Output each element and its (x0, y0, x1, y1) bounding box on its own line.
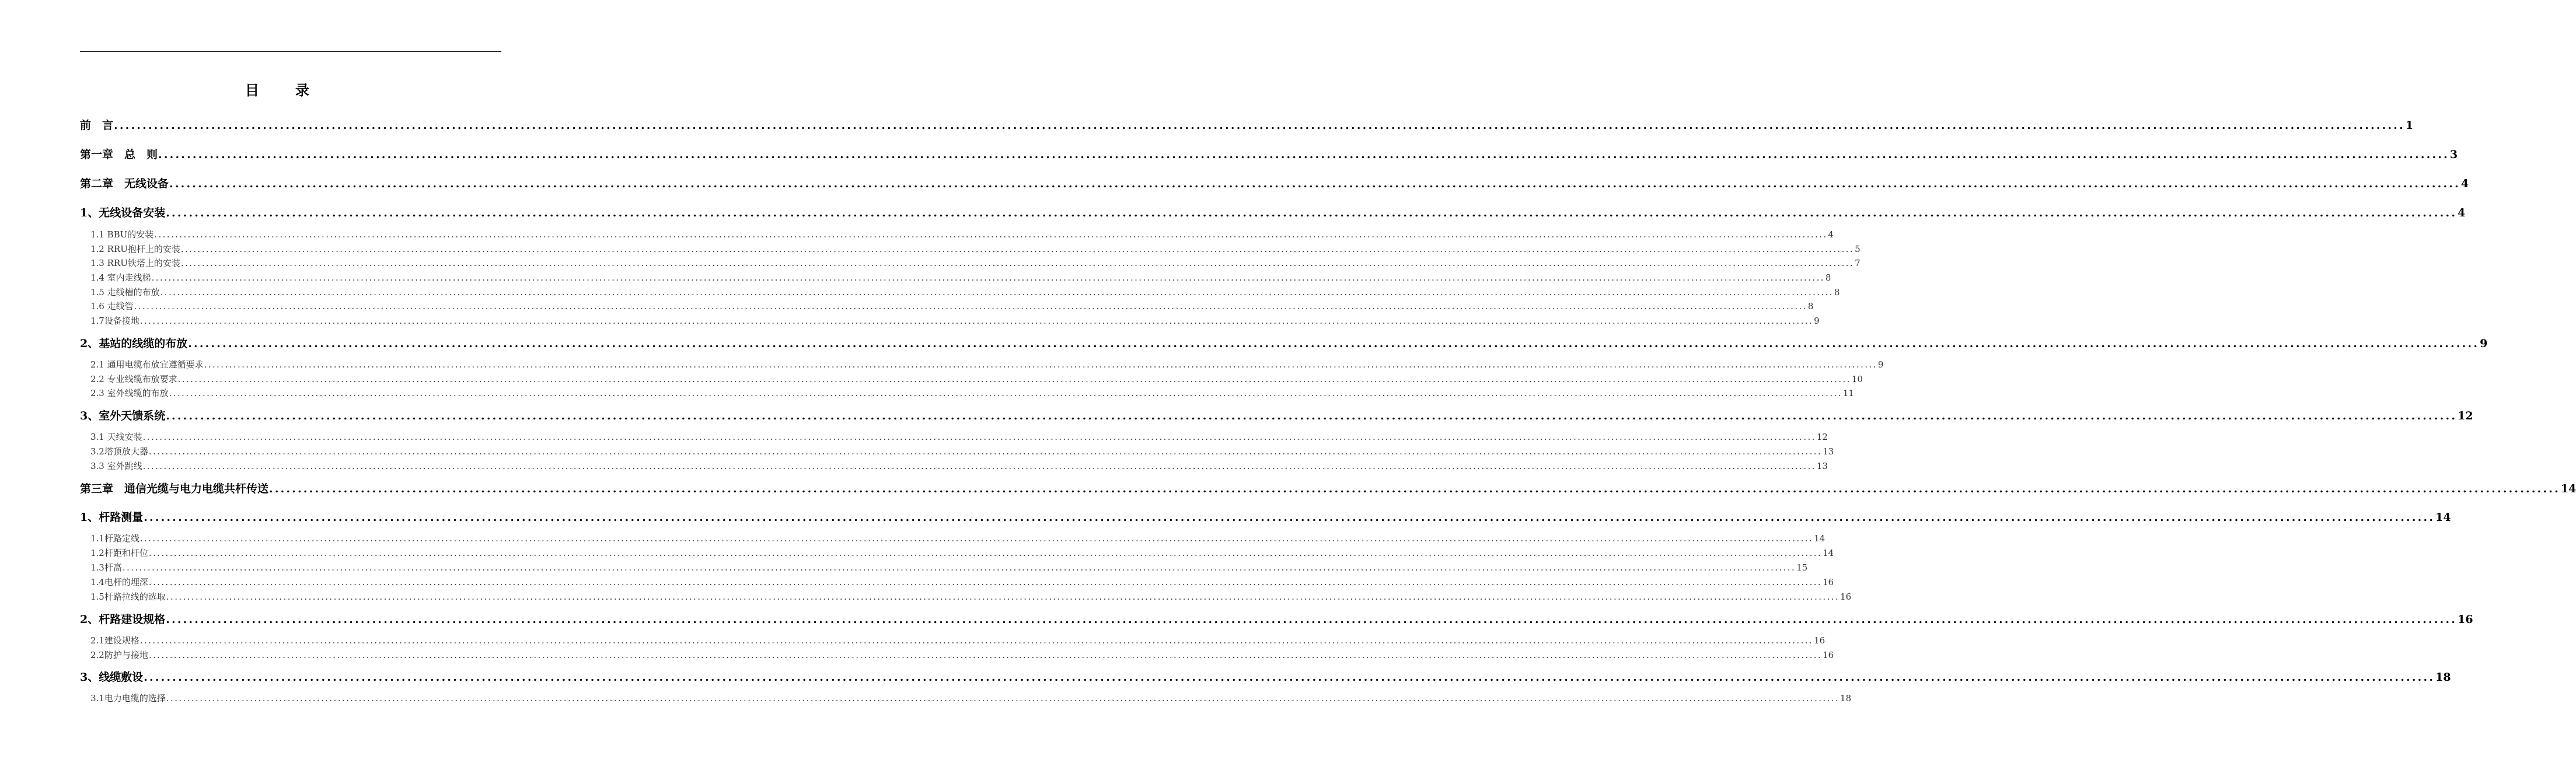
toc-heading-entry[interactable] (80, 408, 2473, 424)
toc-dot-leader: ................................................................................................................................................................................................................................................................................................................................................................................................................ (142, 432, 1816, 442)
toc-subentry[interactable] (80, 387, 1854, 400)
toc-dot-leader: ................................................................................................................................................................................................................................................................................................................................................................................................................ (144, 511, 2435, 524)
toc-entry-page: 14 (2560, 482, 2576, 495)
toc-dot-leader: ................................................................................................................................................................................................................................................................................................................................................................................................................ (151, 272, 1825, 283)
toc-subentry[interactable] (80, 635, 1825, 647)
toc-subentry[interactable] (80, 446, 1834, 458)
toc-list (80, 0, 2576, 784)
toc-dot-leader: ................................................................................................................................................................................................................................................................................................................................................................................................................ (139, 316, 1814, 326)
toc-subentry[interactable] (80, 591, 1852, 603)
toc-subentry[interactable] (80, 243, 1861, 256)
toc-dot-leader: ................................................................................................................................................................................................................................................................................................................................................................................................................ (144, 671, 2435, 684)
toc-entry-label: 第三章 通信光缆与电力电缆共杆传送 (80, 482, 269, 495)
toc-entry-page: 13 (1823, 446, 1834, 457)
toc-entry-label: 2、杆路建设规格 (80, 613, 166, 626)
toc-subentry[interactable] (80, 576, 1834, 589)
toc-entry-label: 2.3 室外线缆的布放 (90, 388, 169, 398)
toc-entry-label: 1.4 室内走线梯 (90, 272, 151, 283)
toc-entry-label: 1.3 RRU铁塔上的安装 (90, 258, 180, 268)
toc-subentry[interactable] (80, 692, 1852, 705)
toc-entry-page: 15 (1796, 562, 1808, 573)
toc-entry-page: 16 (1840, 592, 1852, 602)
toc-subentry[interactable] (80, 547, 1834, 559)
toc-entry-page: 10 (1851, 374, 1863, 384)
toc-heading-entry[interactable] (80, 481, 2576, 496)
toc-entry-page: 12 (1816, 432, 1828, 442)
toc-entry-page: 16 (1814, 635, 1825, 646)
toc-subentry[interactable] (80, 649, 1834, 662)
toc-entry-label: 2、基站的线缆的布放 (80, 337, 188, 350)
toc-entry-page: 5 (1855, 244, 1861, 254)
toc-dot-leader: ................................................................................................................................................................................................................................................................................................................................................................................................................ (134, 301, 1807, 312)
toc-entry-label: 3.1电力电缆的选择 (90, 693, 166, 704)
toc-dot-leader: ................................................................................................................................................................................................................................................................................................................................................................................................................ (269, 482, 2560, 495)
toc-entry-label: 1.2杆距和杆位 (90, 548, 148, 558)
toc-dot-leader: ................................................................................................................................................................................................................................................................................................................................................................................................................ (166, 410, 2458, 422)
toc-dot-leader: ................................................................................................................................................................................................................................................................................................................................................................................................................ (166, 592, 1840, 602)
toc-entry-label: 3、室外天馈系统 (80, 410, 166, 422)
toc-entry-label: 2.1建设规格 (90, 635, 139, 646)
toc-title-right: 录 (295, 82, 309, 99)
toc-entry-page: 8 (1825, 272, 1831, 283)
toc-entry-label: 1.7设备接地 (90, 316, 139, 326)
toc-entry-page: 9 (2480, 337, 2488, 350)
toc-dot-leader: ................................................................................................................................................................................................................................................................................................................................................................................................................ (158, 148, 2449, 161)
toc-dot-leader: ................................................................................................................................................................................................................................................................................................................................................................................................................ (160, 287, 1834, 298)
toc-dot-leader: ................................................................................................................................................................................................................................................................................................................................................................................................................ (114, 119, 2405, 132)
toc-entry-page: 4 (2458, 206, 2466, 219)
toc-heading-entry[interactable] (80, 176, 2469, 191)
toc-entry-label: 1.3杆高 (90, 562, 122, 573)
toc-subentry[interactable] (80, 431, 1828, 443)
toc-dot-leader: ................................................................................................................................................................................................................................................................................................................................................................................................................ (180, 244, 1855, 254)
toc-entry-label: 第二章 无线设备 (80, 177, 169, 190)
toc-heading-entry[interactable] (80, 336, 2488, 351)
toc-entry-page: 14 (1814, 533, 1825, 544)
toc-subentry[interactable] (80, 229, 1834, 241)
toc-dot-leader: ................................................................................................................................................................................................................................................................................................................................................................................................................ (154, 229, 1828, 240)
toc-entry-label: 3、线缆敷设 (80, 671, 144, 684)
toc-entry-label: 3.1 天线安装 (90, 432, 142, 442)
toc-entry-page: 16 (1823, 650, 1834, 660)
toc-entry-page: 7 (1855, 258, 1861, 268)
toc-entry-label: 3.3 室外跳线 (90, 461, 142, 471)
toc-entry-page: 16 (1823, 577, 1834, 587)
toc-dot-leader: ................................................................................................................................................................................................................................................................................................................................................................................................................ (166, 206, 2458, 219)
toc-entry-label: 1、杆路测量 (80, 511, 144, 524)
toc-entry-page: 4 (1828, 229, 1834, 240)
toc-entry-label: 3.2塔顶放大器 (90, 446, 148, 457)
toc-dot-leader: ................................................................................................................................................................................................................................................................................................................................................................................................................ (139, 635, 1814, 646)
toc-subentry[interactable] (80, 300, 1814, 313)
toc-entry-page: 14 (1823, 548, 1834, 558)
toc-dot-leader: ................................................................................................................................................................................................................................................................................................................................................................................................................ (177, 374, 1851, 384)
toc-entry-label: 1.2 RRU抱杆上的安装 (90, 244, 180, 254)
toc-entry-page: 3 (2449, 148, 2458, 161)
toc-entry-page: 13 (1816, 461, 1828, 471)
toc-entry-page: 14 (2435, 511, 2451, 524)
toc-heading-entry[interactable] (80, 118, 2414, 133)
toc-dot-leader: ................................................................................................................................................................................................................................................................................................................................................................................................................ (148, 577, 1823, 587)
toc-subentry[interactable] (80, 257, 1861, 270)
toc-subentry[interactable] (80, 460, 1828, 473)
toc-entry-page: 18 (2435, 671, 2451, 684)
toc-subentry[interactable] (80, 315, 1820, 327)
toc-entry-page: 1 (2405, 119, 2414, 132)
toc-entry-label: 2.2 专业线缆布放要求 (90, 374, 177, 384)
toc-dot-leader: ................................................................................................................................................................................................................................................................................................................................................................................................................ (139, 533, 1814, 544)
toc-entry-label: 前 言 (80, 119, 114, 132)
toc-heading-entry[interactable] (80, 670, 2451, 685)
toc-heading-entry[interactable] (80, 205, 2466, 220)
toc-entry-label: 2.2防护与接地 (90, 650, 148, 660)
toc-entry-page: 11 (1842, 388, 1854, 398)
toc-entry-label: 1.4电杆的埋深 (90, 577, 148, 587)
toc-dot-leader: ................................................................................................................................................................................................................................................................................................................................................................................................................ (166, 613, 2458, 626)
toc-heading-entry[interactable] (80, 147, 2458, 162)
toc-subentry[interactable] (80, 533, 1825, 545)
toc-title-left: 目 (245, 82, 259, 99)
toc-heading-entry[interactable] (80, 510, 2451, 525)
toc-subentry[interactable] (80, 272, 1831, 284)
toc-entry-label: 1、无线设备安装 (80, 206, 166, 219)
toc-entry-page: 4 (2460, 177, 2469, 190)
toc-dot-leader: ................................................................................................................................................................................................................................................................................................................................................................................................................ (148, 548, 1823, 558)
toc-entry-label: 1.1 BBU的安装 (90, 229, 154, 240)
toc-dot-leader: ................................................................................................................................................................................................................................................................................................................................................................................................................ (148, 650, 1823, 660)
toc-entry-page: 8 (1834, 287, 1840, 298)
toc-subentry[interactable] (80, 373, 1863, 386)
toc-dot-leader: ................................................................................................................................................................................................................................................................................................................................................................................................................ (142, 461, 1816, 471)
toc-entry-page: 9 (1814, 316, 1820, 326)
toc-dot-leader: ................................................................................................................................................................................................................................................................................................................................................................................................................ (166, 693, 1840, 704)
toc-entry-label: 第一章 总 则 (80, 148, 158, 161)
toc-dot-leader: ................................................................................................................................................................................................................................................................................................................................................................................................................ (188, 337, 2480, 350)
toc-subentry[interactable] (80, 359, 1884, 371)
toc-dot-leader: ................................................................................................................................................................................................................................................................................................................................................................................................................ (148, 446, 1823, 457)
toc-entry-page: 9 (1877, 359, 1884, 370)
toc-dot-leader: ................................................................................................................................................................................................................................................................................................................................................................................................................ (204, 359, 1877, 370)
toc-dot-leader: ................................................................................................................................................................................................................................................................................................................................................................................................................ (122, 562, 1796, 573)
toc-entry-page: 12 (2458, 410, 2473, 422)
toc-entry-label: 1.6 走线管 (90, 301, 134, 312)
toc-dot-leader: ................................................................................................................................................................................................................................................................................................................................................................................................................ (169, 388, 1842, 398)
toc-entry-label: 1.5 走线槽的布放 (90, 287, 160, 298)
toc-dot-leader: ................................................................................................................................................................................................................................................................................................................................................................................................................ (180, 258, 1855, 268)
toc-subentry[interactable] (80, 286, 1840, 299)
toc-dot-leader: ................................................................................................................................................................................................................................................................................................................................................................................................................ (169, 177, 2460, 190)
toc-entry-page: 18 (1840, 693, 1852, 704)
toc-entry-label: 1.1杆路定线 (90, 533, 139, 544)
toc-entry-label: 2.1 通用电缆布放宜遵循要求 (90, 359, 204, 370)
toc-entry-label: 1.5杆路拉线的选取 (90, 592, 166, 602)
toc-entry-page: 8 (1807, 301, 1814, 312)
toc-subentry[interactable] (80, 562, 1808, 574)
toc-heading-entry[interactable] (80, 612, 2473, 627)
toc-entry-page: 16 (2458, 613, 2473, 626)
